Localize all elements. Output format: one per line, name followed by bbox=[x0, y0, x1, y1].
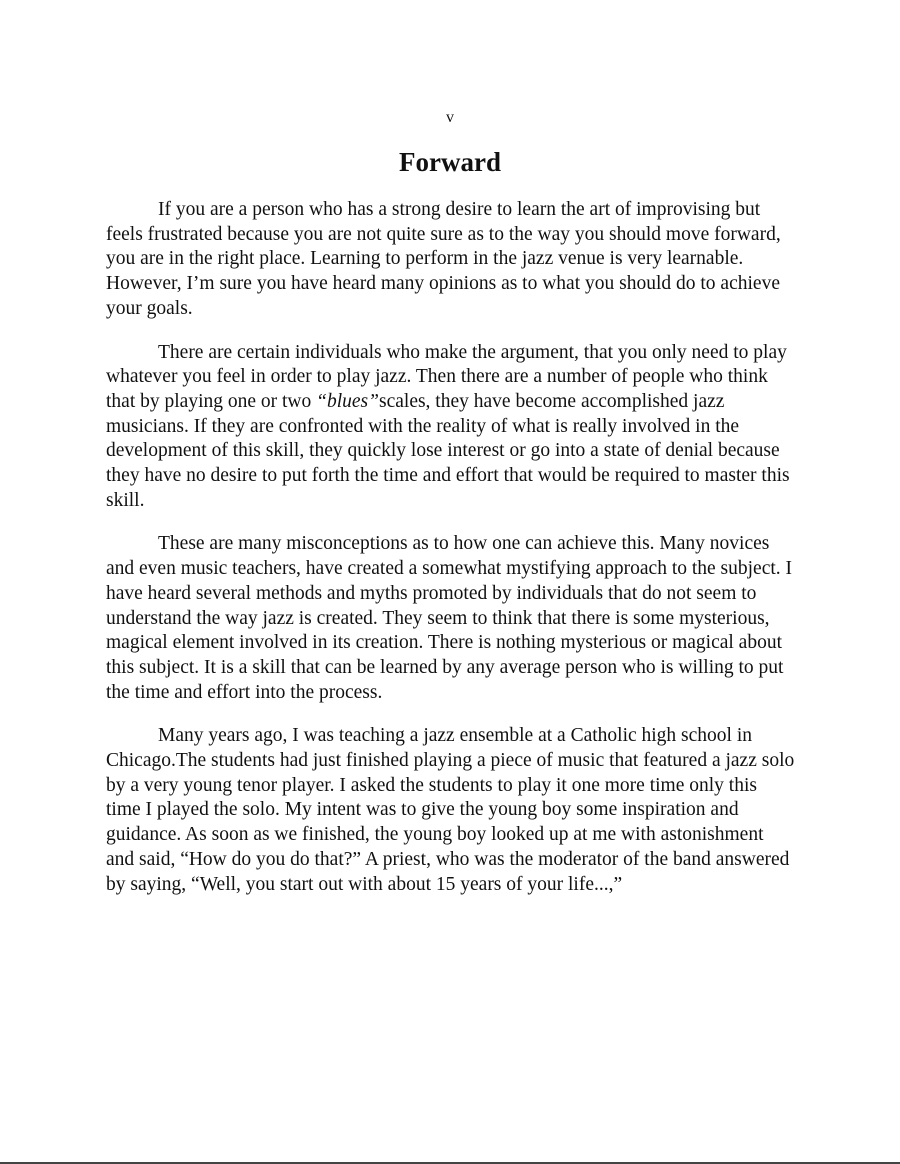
paragraph-3: These are many misconceptions as to how one can achieve this. Many novices and even music teachers, have created a somewhat mystifying approach to the subject. I have heard several methods and myths promoted by individuals that do not seem to understand the way jazz is created. They seem to think that there is some mysterious, magical element involved in its creation. There is nothing mysterious or magical about this subject. It is a skill that can be learned by any average person who is willing to put the time and effort into the process. bbox=[106, 533, 793, 703]
paragraph-2-text-end: scales, they have become accomplished jazz musicians. If they are confronted with the reality of what is really involved in the development of this skill, they quickly lose interest or go into a state of denial because they have no desire to put forth the time and effort that would be required to master this skill. bbox=[106, 390, 790, 511]
blues-italic-term: “blues” bbox=[316, 390, 379, 412]
paragraph-1: If you are a person who has a strong desire to learn the art of improvising but feels frustrated because you are not quite sure as to the way you should move forward, you are in the right place. Learning to perform in the jazz venue is very learnable. However, I’m sure you have heard many opinions as to what you should do to achieve your goals. bbox=[106, 199, 781, 319]
paragraph-2-text-start: There are certain individuals who make the argument, that you only need to play whatever you feel in order to play jazz. Then there are a number of people who think that by playing one or two bbox=[106, 341, 787, 412]
page-title: Forward bbox=[399, 147, 501, 177]
page-number: v bbox=[446, 109, 454, 126]
body-text bbox=[106, 198, 796, 916]
paragraph-4: Many years ago, I was teaching a jazz ensemble at a Catholic high school in Chicago.The students had just finished playing a piece of music that featured a jazz solo by a very young tenor player. I asked the students to play it one more time only this time I played the solo. My intent was to give the young boy some inspiration and guidance. As soon as we finished, the young boy looked up at me with astonishment and said, “How do you do that?” A priest, who was the moderator of the band answered by saying, “Well, you start out with about 15 years of your life...,” bbox=[106, 725, 795, 895]
paragraph-2 bbox=[106, 341, 796, 514]
